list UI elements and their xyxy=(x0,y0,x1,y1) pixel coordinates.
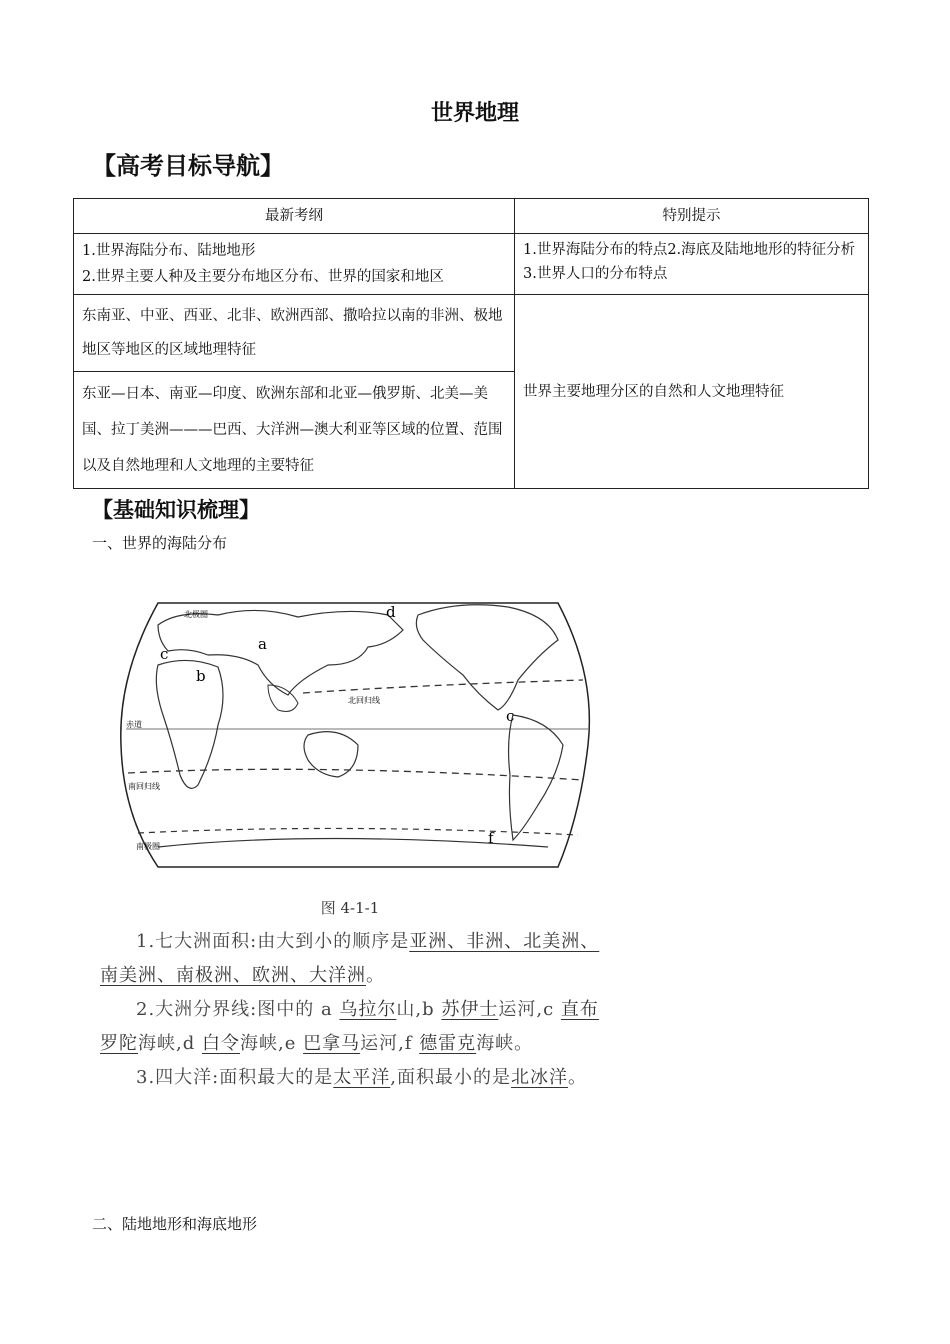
map-label-arctic-circle: 北极圈 xyxy=(184,610,208,619)
answer-text: 。 xyxy=(567,1067,587,1088)
answer-fill: 亚洲、非洲、北美洲、南美洲、南极洲、欧洲、大洋洲 xyxy=(100,931,600,986)
section-heading-basics: 【基础知识梳理】 xyxy=(92,498,260,522)
table-cell: 东南亚、中亚、西亚、北非、欧洲西部、撒哈拉以南的非洲、极地地区等地区的区域地理特征 xyxy=(74,295,515,372)
answer-text: 2.大洲分界线:图中的 a xyxy=(136,999,340,1020)
answer-paragraph-2 xyxy=(100,993,615,1061)
subsection-heading: 一、世界的海陆分布 xyxy=(92,534,228,552)
answer-fill: 巴拿马 xyxy=(303,1033,361,1054)
map-label-tropic-north: 北回归线 xyxy=(348,696,380,705)
table-cell xyxy=(74,234,515,295)
table-header: 特别提示 xyxy=(515,199,869,234)
answer-text: 山,b xyxy=(396,999,442,1020)
map-label-d: d xyxy=(386,603,396,621)
page-title: 世界地理 xyxy=(430,101,519,126)
table-row xyxy=(74,295,869,372)
map-label-a: a xyxy=(258,635,267,653)
world-map-figure xyxy=(118,585,596,875)
table-header: 最新考纲 xyxy=(74,199,515,234)
answer-text: ,面积最小的是 xyxy=(390,1067,511,1088)
answer-text: 运河,c xyxy=(498,999,561,1020)
answer-fill: 苏伊士 xyxy=(441,999,499,1020)
answers-block xyxy=(100,925,615,1095)
answer-fill: 乌拉尔 xyxy=(339,999,397,1020)
table-cell: 东亚—日本、南亚—印度、欧洲东部和北亚—俄罗斯、北美—美国、拉丁美洲———巴西、大洋洲—澳大利亚等区域的位置、范围以及自然地理和人文地理的主要特征 xyxy=(74,372,515,489)
cell-line: 3.世界人口的分布特点 xyxy=(523,266,668,282)
exam-outline-table xyxy=(73,198,869,489)
map-label-tropic-south: 南回归线 xyxy=(128,782,160,791)
cell-line: 1.世界海陆分布的特点2.海底及陆地地形的特征分析 xyxy=(523,242,856,258)
table-header-row xyxy=(74,199,869,234)
map-label-antarctic-circle: 南极圈 xyxy=(136,842,160,851)
answer-fill: 太平洋 xyxy=(333,1067,391,1088)
answer-fill: 白令 xyxy=(201,1033,240,1054)
cell-line: 1.世界海陆分布、陆地地形 xyxy=(82,243,256,259)
world-map-svg xyxy=(118,585,596,875)
map-label-b: b xyxy=(196,667,206,685)
answer-fill: 北冰洋 xyxy=(510,1067,568,1088)
table-cell: 世界主要地理分区的自然和人文地理特征 xyxy=(515,295,869,489)
map-label-c: c xyxy=(160,645,169,663)
answer-text: 海峡,d xyxy=(138,1033,202,1054)
answer-fill: 德雷克 xyxy=(419,1033,477,1054)
answer-text: 海峡。 xyxy=(476,1033,534,1054)
cell-line: 2.世界主要人种及主要分布地区分布、世界的国家和地区 xyxy=(82,269,444,285)
subsection-heading: 二、陆地地形和海底地形 xyxy=(92,1215,258,1233)
map-label-e: c xyxy=(506,707,515,725)
table-cell xyxy=(515,234,869,295)
section-heading-goals: 【高考目标导航】 xyxy=(92,152,284,180)
answer-fill: 直布罗陀 xyxy=(100,999,599,1054)
figure-caption: 图 4-1-1 xyxy=(320,899,380,917)
table-row xyxy=(74,234,869,295)
map-label-f: f xyxy=(488,829,494,847)
answer-paragraph-1 xyxy=(100,925,615,993)
answer-paragraph-3 xyxy=(100,1061,615,1095)
answer-text: 运河,f xyxy=(360,1033,420,1054)
answer-text: 。 xyxy=(366,965,385,986)
answer-text: 1.七大洲面积:由大到小的顺序是 xyxy=(136,931,410,952)
map-label-equator: 赤道 xyxy=(126,720,142,729)
answer-text: 海峡,e xyxy=(239,1033,304,1054)
map-frame xyxy=(121,603,590,867)
answer-text: 3.四大洋:面积最大的是 xyxy=(136,1067,334,1088)
